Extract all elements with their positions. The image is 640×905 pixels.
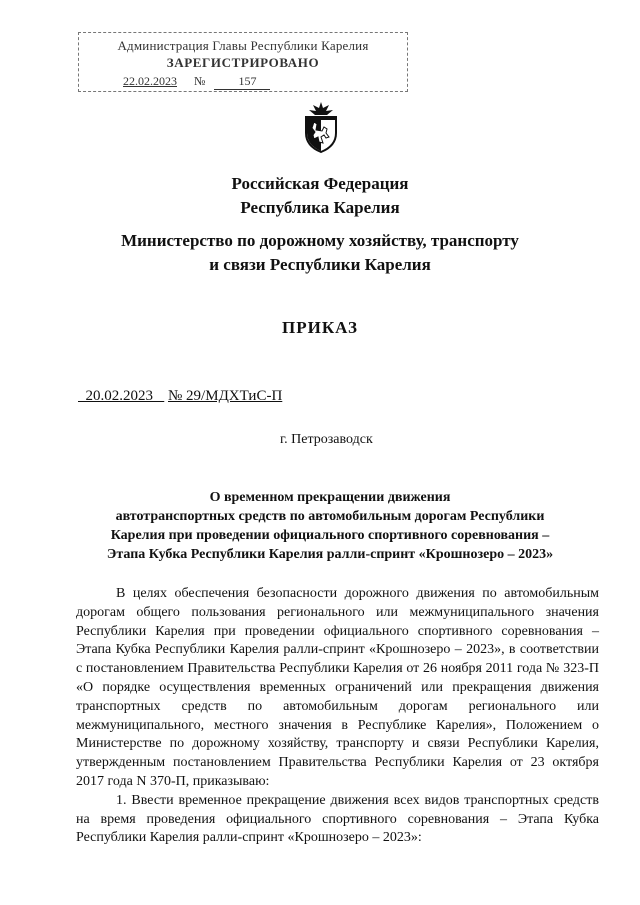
order-date-number (78, 388, 282, 405)
order-subject (70, 488, 590, 564)
stamp-date: 22.02.2023 (123, 74, 177, 88)
stamp-authority: Администрация Главы Республики Карелия (117, 38, 369, 53)
ministry-line-1: Министерство по дорожному хозяйству, транспорту (121, 231, 519, 250)
stamp-number: 157 (214, 74, 270, 90)
subject-line-3: Карелия при проведении официального спортивного соревнования – (110, 528, 550, 543)
republic-name: Республика Карелия (240, 198, 400, 217)
body-paragraph-2: 1. Ввести временное прекращение движения всех видов транспортных средств на время проведения официального спортивного соревнования – Этапа Кубка Республики Карелия ралли-спринт «Крошнозеро – 2023»: (76, 792, 599, 846)
city-name: г. Петрозаводск (280, 432, 373, 447)
document-type: ПРИКАЗ (282, 318, 358, 337)
order-body (76, 585, 599, 848)
ministry-header (0, 229, 640, 277)
stamp-registered: ЗАРЕГИСТРИРОВАНО (166, 55, 320, 70)
subject-line-2: автотранспортных средств по автомобильным дорогам Республики (115, 509, 545, 524)
country-name: Российская Федерация (231, 174, 409, 193)
subject-line-4: Этапа Кубка Республики Карелия ралли-спринт «Крошнозеро – 2023» (106, 547, 554, 562)
karelia-coat-of-arms-icon (300, 100, 342, 154)
body-paragraph-1: В целях обеспечения безопасности дорожного движения по автомобильным дорогам общего пользования регионального или межмуниципального значения Республики Карелия при проведении официального спортивного соревнования – Этапа Кубка Республики Карелия ралли-спринт «Крошнозеро – 2023», в соответствии с постановлением Правительства Республики Карелия от 26 ноября 2011 года № 323-П «О порядке осуществления временных ограничений или прекращения движения транспортных средств по автомобильным дорогам регионального или межмуниципального, местного значения в Республике Карелия», Положением о Министерстве по дорожному хозяйству, транспорту и связи Республики Карелия, утвержденным постановлением Правительства Республики Карелия от 23 октября 2017 года N 370-П, приказываю: (76, 586, 599, 789)
stamp-registration-line (119, 74, 270, 90)
order-number: № 29/МДХТиС-П (168, 388, 283, 404)
issuer-header (0, 172, 640, 220)
ministry-line-2: и связи Республики Карелия (209, 255, 431, 274)
subject-line-1: О временном прекращении движения (209, 490, 451, 505)
stamp-number-sign: № (194, 74, 206, 88)
registration-stamp (78, 32, 408, 92)
order-date: 20.02.2023 (85, 388, 153, 404)
